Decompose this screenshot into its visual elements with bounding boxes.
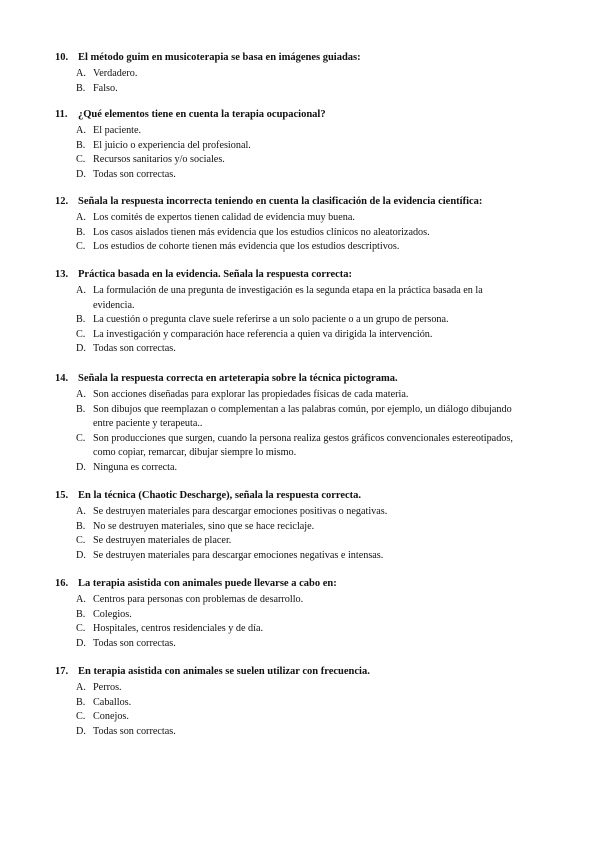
option-item [0,153,600,168]
option-letter: B. [76,608,86,620]
option-letter: C. [76,328,86,340]
question-14 [0,372,600,476]
option-letter: A. [76,212,86,223]
option-letter: C. [76,535,86,547]
option-text: Centros para personas con problemas de desarrollo. [93,594,304,605]
question-12 [0,195,600,255]
option-item [0,593,600,608]
option-item [0,139,600,154]
option-item [0,168,600,183]
option-letter: C. [76,154,86,166]
question-17 [0,665,600,739]
option-item [0,124,600,139]
question-heading [0,372,600,386]
option-text: El juicio o experiencia del profesional. [93,139,251,151]
option-item [0,240,600,255]
question-heading [0,577,600,591]
option-letter: C. [76,432,86,444]
question-heading [0,51,600,65]
question-13 [0,268,600,357]
option-item [0,82,600,97]
option-letter: C. [76,623,86,635]
option-item [0,710,600,725]
question-text: Señala la respuesta incorrecta teniendo en cuenta la clasificación de la evidencia científica: [78,196,483,207]
option-item [0,725,600,740]
option-item [0,403,600,432]
option-text: Ninguna es correcta. [93,461,178,473]
option-list [0,681,600,739]
option-text: Los comités de expertos tienen calidad de evidencia muy buena. [93,212,355,223]
option-item [0,328,600,343]
option-item [0,313,600,328]
option-item [0,284,600,313]
option-item [0,461,600,476]
option-letter: A. [76,506,86,517]
option-text: El paciente. [93,125,142,136]
option-item [0,549,600,564]
question-text: Práctica basada en la evidencia. Señala la respuesta correcta: [78,269,353,280]
option-text: La cuestión o pregunta clave suele referirse a un solo paciente o a un grupo de persona. [93,314,449,326]
option-letter: A. [76,389,86,400]
question-text: En la técnica (Chaotic Descharge), señala la respuesta correcta. [78,490,362,501]
option-text: Son acciones diseñadas para explorar las propiedades físicas de cada materia. [93,389,409,400]
question-text: El método guim en musicoterapia se basa en imágenes guiadas: [78,52,361,63]
option-list [0,211,600,255]
option-text: Los estudios de cohorte tienen más evidencia que los estudios descriptivos. [93,241,400,253]
option-text: Conejos. [93,711,129,723]
question-number: 13. [55,269,69,280]
question-heading [0,108,600,122]
option-text: Todas son correctas. [93,637,176,649]
question-text: ¿Qué elementos tiene en cuenta la terapia ocupacional? [78,109,326,120]
option-text: Verdadero. [93,68,138,79]
option-list [0,124,600,182]
question-heading [0,195,600,209]
question-number: 16. [55,578,69,589]
option-text: La formulación de una pregunta de investigación es la segunda etapa en la práctica basada en la evidencia. [93,285,483,311]
option-letter: A. [76,125,86,136]
question-11 [0,108,600,182]
option-text: Todas son correctas. [93,168,176,180]
question-heading [0,489,600,503]
option-item [0,681,600,696]
option-text: Falso. [93,82,118,94]
option-text: Son dibujos que reemplazan o complementan a las palabras común, por ejemplo, un diálogo dibujando entre paciente y terapeuta.. [93,403,512,430]
question-15 [0,489,600,563]
option-list [0,505,600,563]
option-letter: B. [76,403,86,415]
option-item [0,211,600,226]
option-letter: B. [76,226,86,238]
option-item [0,696,600,711]
option-item [0,637,600,652]
option-text: No se destruyen materiales, sino que se hace reciclaje. [93,520,315,532]
question-number: 17. [55,666,69,677]
option-text: Caballos. [93,696,132,708]
question-16 [0,577,600,651]
option-text: Todas son correctas. [93,725,176,737]
option-letter: D. [76,725,86,737]
option-letter: D. [76,343,86,355]
question-heading [0,268,600,282]
option-text: La investigación y comparación hace referencia a quien va dirigida la intervención. [93,328,433,340]
question-text: La terapia asistida con animales puede llevarse a cabo en: [78,578,337,589]
option-text: Los casos aislados tienen más evidencia que los estudios clínicos no aleatorizados. [93,226,430,238]
option-letter: D. [76,549,86,561]
question-number: 15. [55,490,69,501]
option-letter: B. [76,696,86,708]
option-letter: C. [76,241,86,253]
option-letter: B. [76,82,86,94]
option-letter: B. [76,139,86,151]
option-letter: D. [76,637,86,649]
option-list [0,67,600,96]
option-list [0,593,600,651]
option-letter: A. [76,285,86,296]
option-text: Se destruyen materiales para descargar emociones positivas o negativas. [93,506,388,517]
question-text: En terapia asistida con animales se suelen utilizar con frecuencia. [78,666,370,677]
option-letter: B. [76,314,86,326]
option-letter: B. [76,520,86,532]
option-list [0,284,600,357]
question-text: Señala la respuesta correcta en arteterapia sobre la técnica pictograma. [78,373,398,384]
option-text: Colegios. [93,608,132,620]
question-10 [0,51,600,96]
option-text: Todas son correctas. [93,343,176,355]
option-text: Hospitales, centros residenciales y de día. [93,623,264,635]
question-number: 14. [55,373,69,384]
question-number: 11. [55,109,68,120]
option-text: Se destruyen materiales para descargar emociones negativas e intensas. [93,549,384,561]
option-text: Perros. [93,682,122,693]
question-number: 10. [55,52,69,63]
option-item [0,505,600,520]
option-item [0,67,600,82]
option-letter: D. [76,168,86,180]
option-letter: D. [76,461,86,473]
option-item [0,388,600,403]
option-letter: A. [76,68,86,79]
option-letter: A. [76,594,86,605]
option-item [0,226,600,241]
option-item [0,520,600,535]
option-letter: C. [76,711,86,723]
option-item [0,432,600,461]
option-text: Recursos sanitarios y/o sociales. [93,154,225,166]
option-letter: A. [76,682,86,693]
option-item [0,534,600,549]
option-list [0,388,600,476]
question-heading [0,665,600,679]
option-item [0,342,600,357]
option-item [0,622,600,637]
option-item [0,608,600,623]
question-number: 12. [55,196,69,207]
option-text: Son producciones que surgen, cuando la persona realiza gestos gráficos convencionales estereotipados, como copiar, remarcar, dibujar siempre lo mismo. [93,432,513,459]
option-text: Se destruyen materiales de placer. [93,535,232,547]
